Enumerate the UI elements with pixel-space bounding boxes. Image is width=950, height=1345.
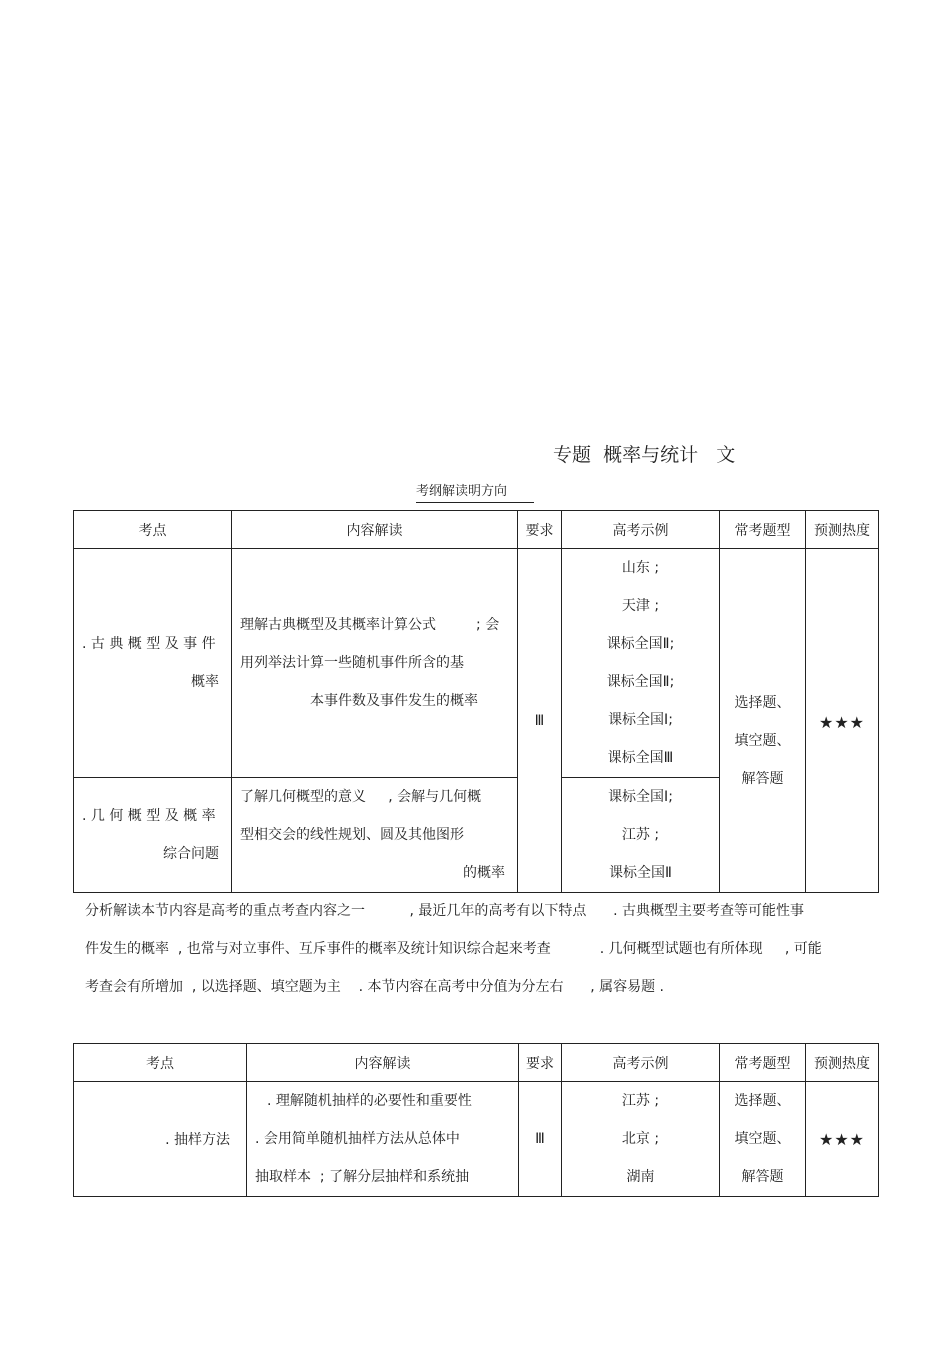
- requirement-cell: Ⅲ: [519, 1082, 562, 1197]
- exam-point-cell: [74, 1082, 247, 1197]
- question-type: 解答题: [741, 1169, 784, 1185]
- example-item: 课标全国Ⅰ;: [608, 712, 673, 728]
- requirement-cell: Ⅲ: [518, 549, 562, 893]
- header-cell: 常考题型: [720, 1044, 806, 1082]
- exam-point-cell: [74, 549, 232, 778]
- header-cell: 预测热度: [806, 1044, 879, 1082]
- example-item: 课标全国Ⅱ: [609, 865, 672, 881]
- header-cell: 要求: [518, 511, 562, 549]
- exam-point-text: 综合问题: [163, 846, 219, 862]
- content-text: 本事件数及事件发生的概率: [310, 693, 478, 709]
- header-cell: 考点: [74, 1044, 247, 1082]
- content-text: 抽取样本 ; 了解分层抽样和系统抽: [255, 1169, 470, 1185]
- example-item: 江苏 ;: [621, 827, 660, 843]
- example-item: 山东 ;: [621, 560, 660, 576]
- example-item: 北京 ;: [621, 1131, 660, 1147]
- header-cell: 内容解读: [232, 511, 518, 549]
- examples-cell: [562, 778, 720, 893]
- content-text: . 会用简单随机抽样方法从总体中: [255, 1131, 460, 1147]
- header-cell: 常考题型: [720, 511, 806, 549]
- analysis-line: 件发生的概率 , 也常与对立事件、互斥事件的概率及统计知识综合起来考查 . 几何概型试题也有所体现 , 可能: [85, 941, 822, 957]
- header-cell: 高考示例: [562, 1044, 720, 1082]
- question-types-cell: [720, 1082, 806, 1197]
- heat-stars: ★★★: [818, 713, 866, 732]
- heat-cell: [806, 549, 879, 893]
- exam-point-cell: [74, 778, 232, 893]
- question-type: 填空题、: [734, 732, 791, 749]
- example-item: 课标全国Ⅱ;: [606, 674, 675, 690]
- content-text: . 理解随机抽样的必要性和重要性: [267, 1093, 472, 1109]
- examples-cell: [562, 549, 720, 778]
- content-text: 用列举法计算一些随机事件所含的基: [240, 655, 464, 671]
- header-cell: 内容解读: [247, 1044, 519, 1082]
- question-type: 解答题: [741, 770, 784, 787]
- analysis-paragraph: [85, 892, 875, 1006]
- content-cell: [232, 549, 518, 778]
- heat-cell: [806, 1082, 879, 1197]
- section-subtitle: 考纲解读明方向: [416, 480, 534, 503]
- header-cell: 预测热度: [806, 511, 879, 549]
- example-item: 湖南: [626, 1169, 655, 1185]
- question-type: 填空题、: [734, 1131, 791, 1147]
- content-cell: [232, 778, 518, 893]
- question-type: 选择题、: [734, 694, 791, 711]
- header-cell: 高考示例: [562, 511, 720, 549]
- table-row: [74, 1082, 879, 1197]
- table-header-row: [74, 1044, 879, 1082]
- content-text: 理解古典概型及其概率计算公式 ; 会: [240, 617, 500, 633]
- table-row: [74, 549, 879, 778]
- example-item: 课标全国Ⅱ;: [606, 636, 675, 652]
- example-item: 江苏 ;: [621, 1093, 660, 1109]
- content-text: 了解几何概型的意义 , 会解与几何概: [240, 789, 482, 805]
- header-cell: 考点: [74, 511, 232, 549]
- content-text: 型相交会的线性规划、圆及其他图形: [240, 827, 464, 843]
- example-item: 天津 ;: [621, 598, 660, 614]
- syllabus-table-probability: [73, 510, 879, 893]
- example-item: 课标全国Ⅰ;: [608, 789, 673, 805]
- question-type: 选择题、: [734, 1093, 791, 1109]
- syllabus-table-sampling: [73, 1043, 879, 1197]
- exam-point-text: . 古 典 概 型 及 事 件: [82, 636, 216, 652]
- heat-stars: ★★★: [818, 1129, 866, 1149]
- header-cell: 要求: [519, 1044, 562, 1082]
- exam-point-text: 概率: [191, 674, 219, 690]
- table-header-row: [74, 511, 879, 549]
- question-types-cell: [720, 549, 806, 893]
- content-cell: [247, 1082, 519, 1197]
- content-text: 的概率: [463, 865, 505, 881]
- page-title: 专题 概率与统计 文: [553, 444, 736, 466]
- exam-point-text: . 几 何 概 型 及 概 率: [82, 808, 216, 824]
- examples-cell: [562, 1082, 720, 1197]
- exam-point-text: . 抽样方法: [165, 1132, 230, 1148]
- analysis-line: 考查会有所增加 , 以选择题、填空题为主 . 本节内容在高考中分值为分左右 , 属容易题 .: [85, 979, 665, 995]
- analysis-line: 分析解读本节内容是高考的重点考查内容之一 , 最近几年的高考有以下特点 . 古典概型主要考查等可能性事: [85, 903, 805, 919]
- example-item: 课标全国Ⅲ: [607, 750, 674, 766]
